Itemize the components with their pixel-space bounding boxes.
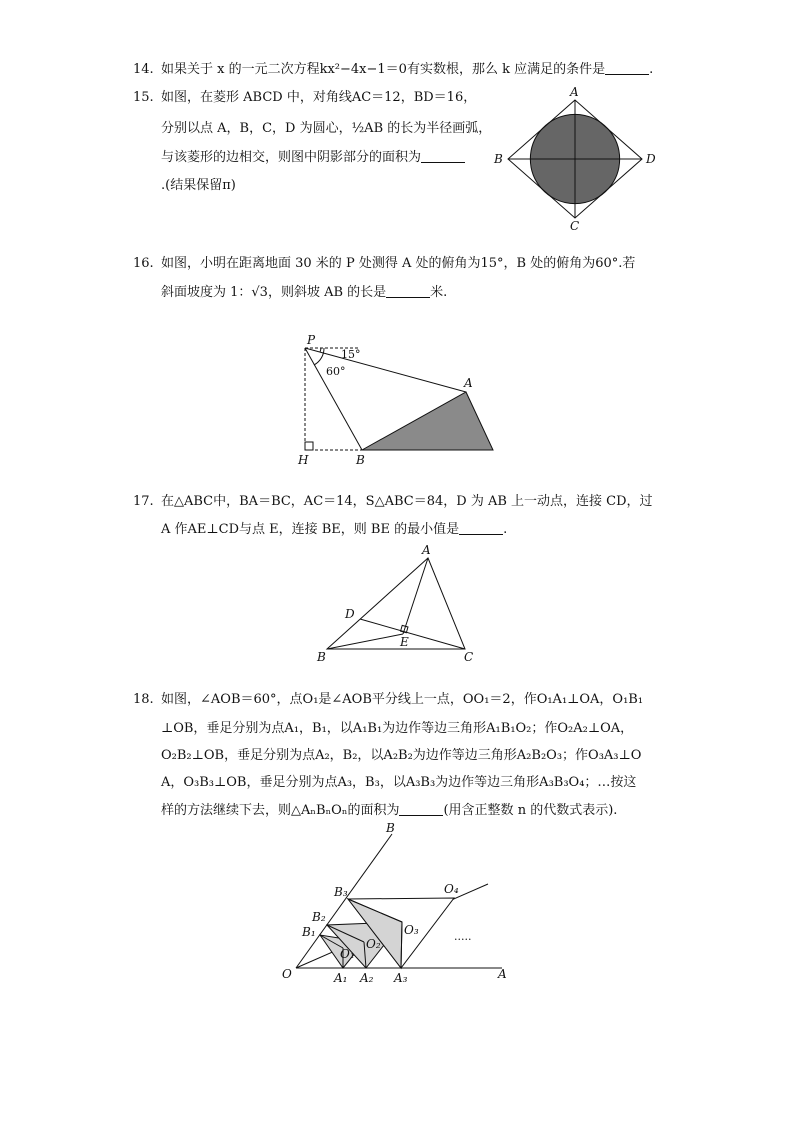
label-b: B bbox=[317, 650, 326, 664]
question-text: 如果关于 x 的一元二次方程kx²−4x−1＝0有实数根，那么 k 应满足的条件是 bbox=[161, 62, 606, 77]
question-15-line-3: 与该菱形的边相交，则图中阴影部分的面积为 bbox=[161, 145, 465, 171]
question-18-line-2: ⊥OB，垂足分别为点A₁，B₁，以A₁B₁为边作等边三角形A₁B₁O₂；作O₂A₂⊥OA， bbox=[161, 721, 634, 736]
label-h: H bbox=[298, 453, 309, 467]
label-b: B bbox=[356, 453, 365, 467]
question-18-line-4: A，O₃B₃⊥OB，垂足分别为点A₃，B₃，以A₃B₃为边作等边三角形A₃B₃O₄；…按这 bbox=[161, 775, 637, 790]
question-number: 15. bbox=[133, 90, 154, 105]
answer-blank[interactable] bbox=[421, 148, 465, 163]
question-number: 14. bbox=[133, 62, 154, 77]
label-a: A bbox=[498, 967, 507, 981]
label-a: A bbox=[464, 376, 473, 390]
question-16-line-2: 斜面坡度为 1：√3，则斜坡 AB 的长是 米. bbox=[161, 285, 448, 300]
question-17-line-2: A 作AE⊥CD与点 E，连接 BE，则 BE 的最小值是 . bbox=[161, 522, 508, 537]
line-pb bbox=[305, 348, 362, 450]
label-e: E bbox=[400, 635, 409, 649]
label-a2: A₂ bbox=[360, 971, 374, 985]
question-number: 16. bbox=[133, 256, 154, 271]
label-o: O bbox=[282, 967, 292, 981]
question-number: 18. bbox=[133, 692, 154, 707]
angle-60: 60° bbox=[326, 365, 346, 378]
label-a3: A₃ bbox=[394, 971, 408, 985]
slope-shaded bbox=[362, 392, 493, 450]
question-number: 17. bbox=[133, 494, 154, 509]
label-b1: B₁ bbox=[302, 925, 316, 939]
label-b: B bbox=[494, 152, 503, 166]
line-be bbox=[327, 634, 403, 649]
slope-figure bbox=[290, 332, 510, 472]
line-cd bbox=[360, 619, 465, 649]
label-b3: B₃ bbox=[334, 885, 348, 899]
answer-blank[interactable] bbox=[605, 60, 649, 75]
question-15-line-1: 15. 如图，在菱形 ABCD 中，对角线AC＝12，BD＝16， bbox=[133, 85, 476, 111]
label-c: C bbox=[570, 219, 580, 233]
question-18-line-1: 18. 如图，∠AOB＝60°，点O₁是∠AOB平分线上一点，OO₁＝2，作O₁A₁⊥OA，O₁B₁ bbox=[133, 687, 643, 713]
angle-15: 15° bbox=[341, 348, 361, 361]
label-d: D bbox=[345, 607, 355, 621]
question-16-line-1: 16. 如图，小明在距离地面 30 米的 P 处测得 A 处的俯角为15°，B 处的俯角为60°.若 bbox=[133, 251, 635, 277]
label-b: B bbox=[386, 821, 395, 835]
question-14: 14. 如果关于 x 的一元二次方程kx²−4x−1＝0有实数根，那么 k 应满足的条件是 . bbox=[133, 57, 653, 83]
answer-blank[interactable] bbox=[399, 801, 443, 816]
label-o4: O₄ bbox=[444, 882, 459, 896]
question-15-line-2: 分别以点 A，B，C，D 为圆心，½AB 的长为半径画弧， bbox=[161, 121, 492, 136]
label-c: C bbox=[464, 650, 474, 664]
label-d: D bbox=[646, 152, 656, 166]
label-a: A bbox=[570, 85, 579, 99]
answer-blank[interactable] bbox=[386, 283, 430, 298]
question-15-line-4: .(结果保留π) bbox=[161, 178, 236, 193]
label-b2: B₂ bbox=[312, 910, 326, 924]
rhombus-figure bbox=[490, 85, 670, 233]
label-o1: O₁ bbox=[340, 947, 355, 961]
right-angle-mark bbox=[305, 442, 313, 450]
label-o3: O₃ bbox=[404, 923, 419, 937]
triangle-figure bbox=[315, 542, 495, 672]
label-a: A bbox=[422, 543, 431, 557]
question-18-line-5: 样的方法继续下去，则△AₙBₙOₙ的面积为 (用含正整数 n 的代数式表示). bbox=[161, 803, 618, 818]
question-17-line-1: 17. 在△ABC中，BA＝BC，AC＝14，S△ABC＝84，D 为 AB 上一动点，连接 CD，过 bbox=[133, 489, 653, 515]
answer-blank[interactable] bbox=[459, 520, 503, 535]
label-o2: O₂ bbox=[366, 937, 381, 951]
question-18-line-3: O₂B₂⊥OB，垂足分别为点A₂，B₂，以A₂B₂为边作等边三角形A₂B₂O₃；作O₃A₃⊥O bbox=[161, 748, 642, 763]
label-p: P bbox=[307, 333, 316, 347]
iterated-triangles-figure bbox=[280, 822, 520, 992]
label-a1: A₁ bbox=[334, 971, 348, 985]
continuation-dots: ..... bbox=[454, 930, 472, 943]
